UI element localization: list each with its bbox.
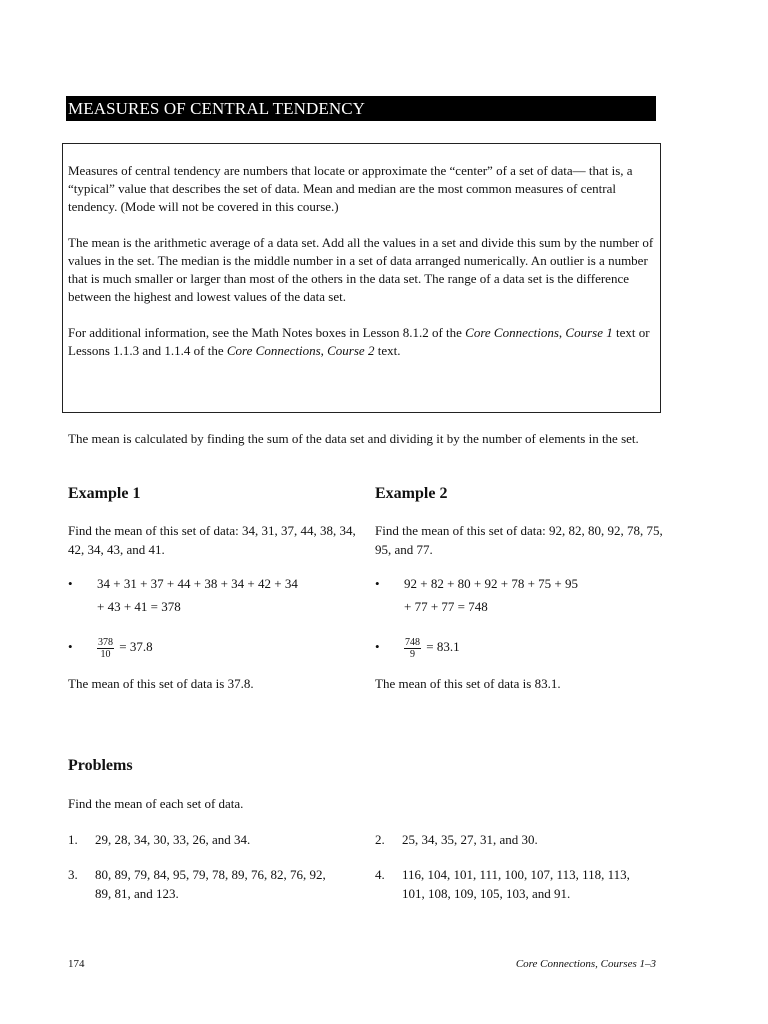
example-1-sum [68,572,358,618]
problem-1 [68,830,338,849]
definitions-box [62,143,661,413]
course-title: Course 2 [327,343,375,358]
problem-text: 25, 34, 35, 27, 31, and 30. [402,832,538,847]
problem-4 [375,865,645,903]
example-1 [68,484,358,693]
page-number: 174 [68,958,85,970]
bullet: • [68,639,73,654]
definition-paragraph-mean-median: The mean is the arithmetic average of a data set. Add all the values in a set and divide this sum by the number of values in the set. The median is the middle number in a set of data arranged numerically. An outlier is a number that is much smaller or larger than most of the others in the data set. The range of a data set is the difference between the highest and lowest values of the data set. [68,235,654,304]
info-text: , [558,325,566,340]
section-title: MEASURES OF CENTRAL TENDENCY [66,96,656,121]
example-2-title: Example 2 [375,485,448,502]
intro-text: The mean is calculated by finding the sum of the data set and dividing it by the number of elements in the set. [68,431,639,446]
book-title: Core Connections [226,343,321,358]
fraction-denominator: 9 [410,648,415,660]
example-1-division [68,635,358,660]
info-text: text. [374,343,401,358]
problems-prompt: Find the mean of each set of data. [68,796,244,811]
fraction-result: = 37.8 [119,639,153,654]
problem-2 [375,830,645,849]
example-2-prompt: Find the mean of this set of data: 92, 82, 80, 92, 78, 75, 95, and 77. [375,523,663,557]
problem-number: 3. [68,867,78,882]
fraction-numerator: 378 [98,636,113,648]
info-text: , [320,343,328,358]
fraction [404,637,421,660]
info-text: For additional information, see the Math Notes boxes in Lesson 8.1.2 of the [68,325,466,340]
fraction-result: = 83.1 [426,639,460,654]
example-2-result: The mean of this set of data is 83.1. [375,675,561,691]
additional-info-paragraph [68,324,654,360]
bullet: • [375,576,380,591]
example-2-division [375,635,665,660]
definition-paragraph-central-tendency: Measures of central tendency are numbers that locate or approximate the “center” of a set of data— that is, a “typical” value that describes the set of data. Mean and median are the most common measures of central tendency. (Mode will not be covered in this course.) [68,163,633,214]
fraction-denominator: 10 [100,648,111,660]
fraction-numerator: 748 [405,636,420,648]
bullet: • [68,576,73,591]
fraction [97,637,114,660]
info-text: text or Lessons 1.1.3 and 1.1.4 of the [68,325,650,358]
problem-3 [68,865,338,903]
sum-line: 92 + 82 + 80 + 92 + 78 + 75 + 95 [404,576,578,591]
problem-text: 116, 104, 101, 111, 100, 107, 113, 118, 113, 101, 108, 109, 105, 103, and 91. [402,867,630,901]
problem-number: 4. [375,867,385,882]
sum-line: 34 + 31 + 37 + 44 + 38 + 34 + 42 + 34 [97,576,298,591]
example-2-sum [375,572,665,618]
course-title: Course 1 [565,325,613,340]
problem-number: 1. [68,832,78,847]
example-1-result: The mean of this set of data is 37.8. [68,675,254,691]
sum-line: + 77 + 77 = 748 [404,599,488,614]
bullet: • [375,639,380,654]
example-1-prompt: Find the mean of this set of data: 34, 31, 37, 44, 38, 34, 42, 34, 43, and 41. [68,523,356,557]
sum-line: + 43 + 41 = 378 [97,599,181,614]
problems-title: Problems [68,757,133,774]
example-1-title: Example 1 [68,485,141,502]
book-footer: Core Connections, Courses 1–3 [515,958,656,970]
book-title: Core Connections [465,325,559,340]
problem-text: 80, 89, 79, 84, 95, 79, 78, 89, 76, 82, 76, 92, 89, 81, and 123. [95,867,326,901]
problem-text: 29, 28, 34, 30, 33, 26, and 34. [95,832,251,847]
example-2 [375,484,665,693]
problem-number: 2. [375,832,385,847]
